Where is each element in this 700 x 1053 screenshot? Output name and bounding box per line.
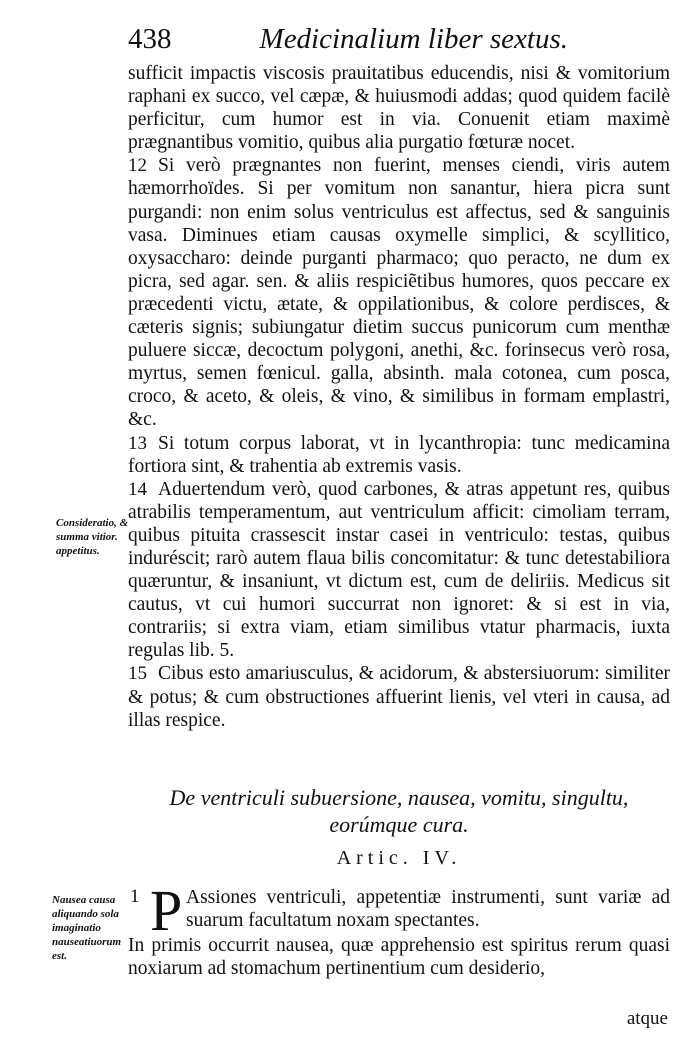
margin-note-consideratio: Consideratio, & summa vitior. appetitus.	[56, 517, 129, 557]
paragraph-text: Si totum corpus laborat, vt in lycanthropia: tunc medicamina fortiora sint, & trahentia ab extremis vasis.	[128, 432, 670, 477]
section-title: De ventriculi subuersione, nausea, vomitu, singultu, eorúmque cura.	[169, 785, 629, 837]
paragraph-15	[128, 662, 670, 731]
paragraph-text: Cibus esto amariusculus, & acidorum, & abstersiuorum: similiter & potus; & cum obstructiones affuerint lienis, vel vteri in causa, ad illas respice.	[128, 663, 670, 731]
paragraph-continued	[128, 62, 670, 154]
paragraph-number: 14	[128, 478, 147, 500]
catchword: atque	[626, 1008, 668, 1029]
article-opening	[128, 878, 670, 943]
paragraph-text: sufficit impactis viscosis prauitatibus educendis, nisi & vomitorium raphani ex succo, vel cæpæ, & huiusmodi addas; quod quidem facilè perficitur, cum humor est in via. Conuenit etiam maximè prægnantibus vomitio, quibus alia purgatio fœturæ nocet.	[128, 63, 670, 154]
paragraph-number: 1	[130, 886, 140, 907]
running-head: Medicinalium liber sextus.	[259, 23, 568, 55]
paragraph-number: 12	[128, 155, 147, 177]
page-header	[128, 20, 568, 60]
article-first-text: Assiones ventriculi, appetentiæ instrumenti, sunt variæ ad suarum facultatum noxam spectantes.	[186, 887, 670, 932]
paragraph-14	[128, 478, 670, 663]
paragraph-number: 15	[128, 663, 147, 685]
main-text	[128, 62, 670, 732]
paragraph-number: 13	[128, 432, 147, 454]
page-number: 438	[128, 23, 172, 55]
article-continuation	[128, 934, 670, 980]
paragraph-text: Aduertendum verò, quod carbones, & atras appetunt res, quibus atrabilis temperamentum, aut ventriculum afficit: cimoliam terram, quibus pituita crassescit instar casei in ventriculo: testas, quibus induréscit; rarò autem flaua bilis concomitatur: & tunc detestabiliora quæruntur, & insaniunt, vt dictum est, cum de deliriis. Medicus sit cautus, vt cui humori succurrat non ignoret: & si est in via, contrariis; si extra viam, etiam similibus vtatur pharmacis, iuxta regulas lib. 5.	[128, 478, 670, 662]
paragraph-text: In primis occurrit nausea, quæ apprehensio est spiritus rerum quasi noxiarum ad stomachum pertinentium cum desiderio,	[128, 935, 670, 980]
article-title: Artic. IV.	[336, 847, 462, 869]
margin-note-nausea: Nausea causa aliquando sola imaginatio nauseatiuorum est.	[52, 894, 122, 962]
paragraph-text: Si verò prægnantes non fuerint, menses ciendi, viris autem hæmorrhoïdes. Si per vomitum non sanantur, hiera picra sunt purgandi: non enim solus ventriculus est affectus, sed & sanguinis vasa. Diminues etiam causas oxymelle simplici, & scyllitico, oxysaccharo: deinde purganti pharmaco; quo peracto, ne dum ex picra, sed agar. sen. & aliis respiciẽtibus humores, quos peccare ex præcedenti victu, ætate, & oppilationibus, & colore perdisces, & cæteris signis; subiungatur dietim succus punicorum cum menthæ puluere siccæ, decoctum polygoni, anethi, &c. forinsecus verò rosa, myrtus, semen fœnicul. galla, absinth. mala cotonea, cum posca, croco, & aceto, & oleis, & vino, & similibus in formam emplastri, &c.	[128, 155, 670, 431]
drop-cap-letter: P	[150, 878, 183, 943]
paragraph-13	[128, 432, 670, 478]
paragraph-12	[128, 154, 670, 431]
